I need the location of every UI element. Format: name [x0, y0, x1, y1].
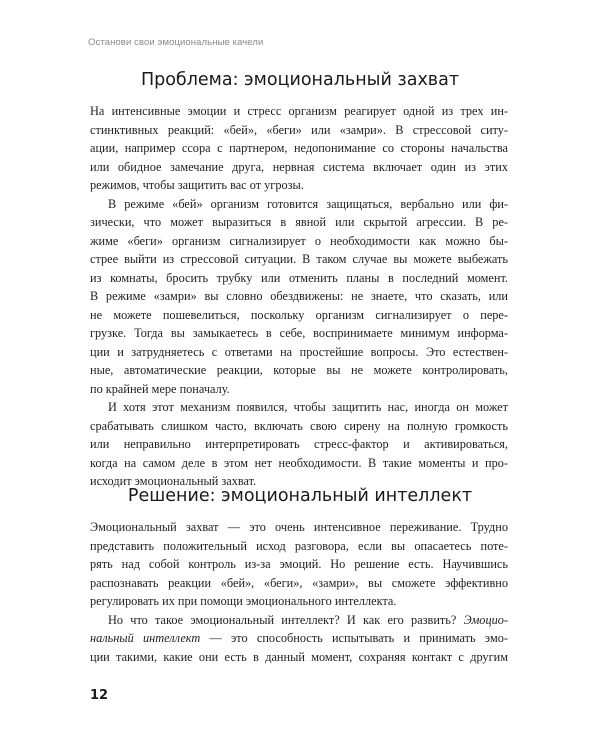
- text-line: ации, например ссора с партнером, недопонимание со стороны начальства: [90, 141, 508, 155]
- text-line: срабатывать слишком часто, включать свою сирену на полную громкость: [90, 418, 508, 433]
- italic-term: нальный интеллект: [90, 631, 201, 645]
- text-line: регулировать их при помощи эмоционального интеллекта.: [90, 594, 397, 608]
- text-line: ции и затрудняетесь с ответами на простейшие вопросы. Это естествен-: [90, 344, 508, 359]
- text-line: ции такими, какие они есть в данный момент, сохраняя контакт с другим: [90, 649, 508, 664]
- text-span: Но что такое эмоциональный интеллект? И как его развить?: [108, 612, 457, 627]
- text-line: стинктивных реакций: «бей», «беги» или «замри». В стрессовой ситу-: [90, 122, 508, 137]
- text-line: стрее выйти из стрессовой ситуации. В таком случае вы можете выбежать: [90, 252, 508, 266]
- text-line: Эмоциональный захват — это очень интенсивное переживание. Трудно: [90, 520, 508, 534]
- running-header: Останови свои эмоциональные качели: [88, 37, 264, 48]
- text-line: режимов, чтобы защитить вас от угрозы.: [90, 178, 304, 192]
- text-line-mixed: [90, 611, 508, 630]
- text-line: грузке. Тогда вы замыкаетесь в себе, воспринимаете минимум информа-: [90, 326, 508, 340]
- section-title-problem: Проблема: эмоциональный захват: [140, 70, 460, 90]
- text-line-mixed: [90, 629, 508, 648]
- text-line: В режиме «бей» организм готовится защищаться, вербально или фи-: [108, 196, 508, 211]
- italic-term: Эмоцио-: [463, 612, 508, 627]
- section-body-solution: [90, 518, 508, 666]
- text-line: исходит эмоциональный захват.: [90, 474, 257, 488]
- section-title-solution: Решение: эмоциональный интеллект: [127, 486, 473, 506]
- section-body-problem: [90, 102, 508, 491]
- text-line: распознавать реакции «бей», «беги», «замри», вы сможете эффективно: [90, 575, 508, 590]
- text-line: зически, что может выразиться в явной или скрытой агрессии. В ре-: [90, 215, 508, 229]
- text-line: И хотя этот механизм появился, чтобы защитить нас, иногда он может: [108, 400, 508, 414]
- text-line: В режиме «замри» вы словно обездвижены: не знаете, что сказать, или: [90, 289, 508, 303]
- text-line: На интенсивные эмоции и стресс организм реагирует одной из трех ин-: [90, 104, 508, 118]
- text-line: по крайней мере поначалу.: [90, 381, 230, 396]
- text-line: жиме «беги» организм сигнализирует о необходимости как можно бы-: [90, 233, 508, 248]
- text-line: не можете пошевелиться, поскольку организм сигнализирует о пере-: [90, 307, 508, 322]
- text-line: или обидное замечание друга, нервная система включает один из этих: [90, 159, 508, 174]
- text-line: ные, автоматические реакции, которые вы не можете контролировать,: [90, 363, 508, 377]
- text-line: когда на самом деле в этом нет необходимости. В такие моменты и про-: [90, 455, 508, 470]
- page-number: 12: [90, 688, 109, 703]
- text-line: или неправильно интерпретировать стресс-фактор и активироваться,: [90, 437, 508, 451]
- text-line: из комнаты, бросить трубку или отменить планы в последний момент.: [90, 270, 508, 285]
- text-line: рять над собой контроль из-за эмоций. Но решение есть. Научившись: [90, 557, 508, 571]
- text-span: — это способность испытывать и принимать эмо-: [209, 631, 508, 645]
- text-line: представить положительный исход разговора, если вы опасаетесь поте-: [90, 538, 508, 553]
